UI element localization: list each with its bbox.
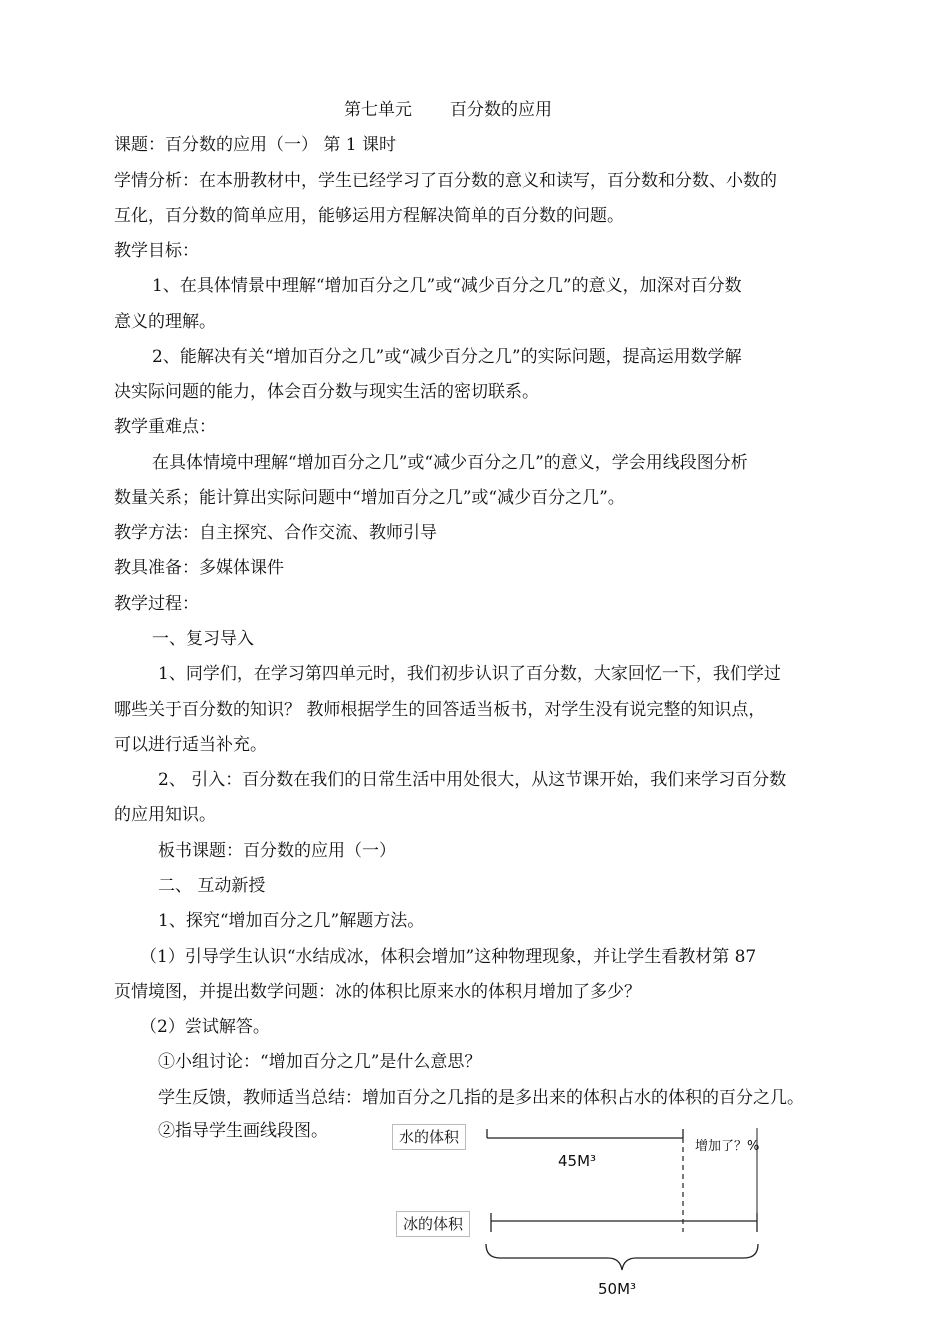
goal-1-line-2: 意义的理解。 xyxy=(114,312,216,332)
explore-line: 1、探究“增加百分之几”解题方法。 xyxy=(158,911,425,931)
goal-2-line-2: 决实际问题的能力，体会百分数与现实生活的密切联系。 xyxy=(114,382,539,402)
lesson-title: 课题：百分数的应用（一） 第 1 课时 xyxy=(114,135,397,155)
tools-line: 教具准备：多媒体课件 xyxy=(114,558,284,578)
feedback-line: 学生反馈，教师适当总结：增加百分之几指的是多出来的体积占水的体积的百分之几。 xyxy=(158,1088,804,1108)
analysis-line-2: 互化，百分数的简单应用，能够运用方程解决简单的百分数的问题。 xyxy=(114,206,624,226)
step-1-line-1: （1）引导学生认识“水结成冰，体积会增加”这种物理现象，并让学生看教材第 87 xyxy=(140,947,757,967)
board-title-line: 板书课题：百分数的应用（一） xyxy=(158,841,396,861)
increase-percent-label: 增加了？% xyxy=(695,1139,760,1154)
review-1-line-2: 哪些关于百分数的知识？ 教师根据学生的回答适当板书，对学生没有说完整的知识点， xyxy=(114,700,766,720)
unit-label: 第七单元 xyxy=(344,100,412,120)
unit-topic: 百分数的应用 xyxy=(450,100,552,120)
keypoints-heading: 教学重难点： xyxy=(114,417,216,437)
methods-line: 教学方法：自主探究、合作交流、教师引导 xyxy=(114,523,437,543)
water-volume-label: 水的体积 xyxy=(392,1124,466,1150)
goal-2-line-1: 2、能解决有关“增加百分之几”或“减少百分之几”的实际问题，提高运用数学解 xyxy=(152,347,742,367)
keypoints-line-2: 数量关系；能计算出实际问题中“增加百分之几”或“减少百分之几”。 xyxy=(114,488,625,508)
review-1-line-1: 1、同学们，在学习第四单元时，我们初步认识了百分数，大家回忆一下，我们学过 xyxy=(158,664,781,684)
goals-heading: 教学目标： xyxy=(114,241,199,261)
review-2-line-1: 2、 引入：百分数在我们的日常生活中用处很大，从这节课开始，我们来学习百分数 xyxy=(158,770,787,790)
ice-total-brace xyxy=(486,1244,758,1270)
review-2-line-2: 的应用知识。 xyxy=(114,805,216,825)
water-volume-value: 45M³ xyxy=(558,1152,597,1170)
review-1-line-3: 可以进行适当补充。 xyxy=(114,735,267,755)
process-heading: 教学过程： xyxy=(114,594,199,614)
section-1-heading: 一、复习导入 xyxy=(152,629,254,649)
analysis-line-1: 学情分析：在本册教材中，学生已经学习了百分数的意义和读写，百分数和分数、小数的 xyxy=(114,171,777,191)
keypoints-line-1: 在具体情境中理解“增加百分之几”或“减少百分之几”的意义，学会用线段图分析 xyxy=(152,453,748,473)
step-1-line-2: 页情境图，并提出数学问题：冰的体积比原来水的体积月增加了多少？ xyxy=(114,982,641,1002)
step-2-line: （2）尝试解答。 xyxy=(140,1017,270,1037)
section-2-heading: 二、 互动新授 xyxy=(158,876,266,896)
ice-volume-value: 50M³ xyxy=(598,1280,637,1298)
draw-diagram-line: ②指导学生画线段图。 xyxy=(158,1121,328,1141)
ice-volume-label: 冰的体积 xyxy=(396,1211,470,1237)
discussion-line: ①小组讨论：“增加百分之几”是什么意思？ xyxy=(158,1052,482,1072)
goal-1-line-1: 1、在具体情景中理解“增加百分之几”或“减少百分之几”的意义，加深对百分数 xyxy=(152,276,742,296)
